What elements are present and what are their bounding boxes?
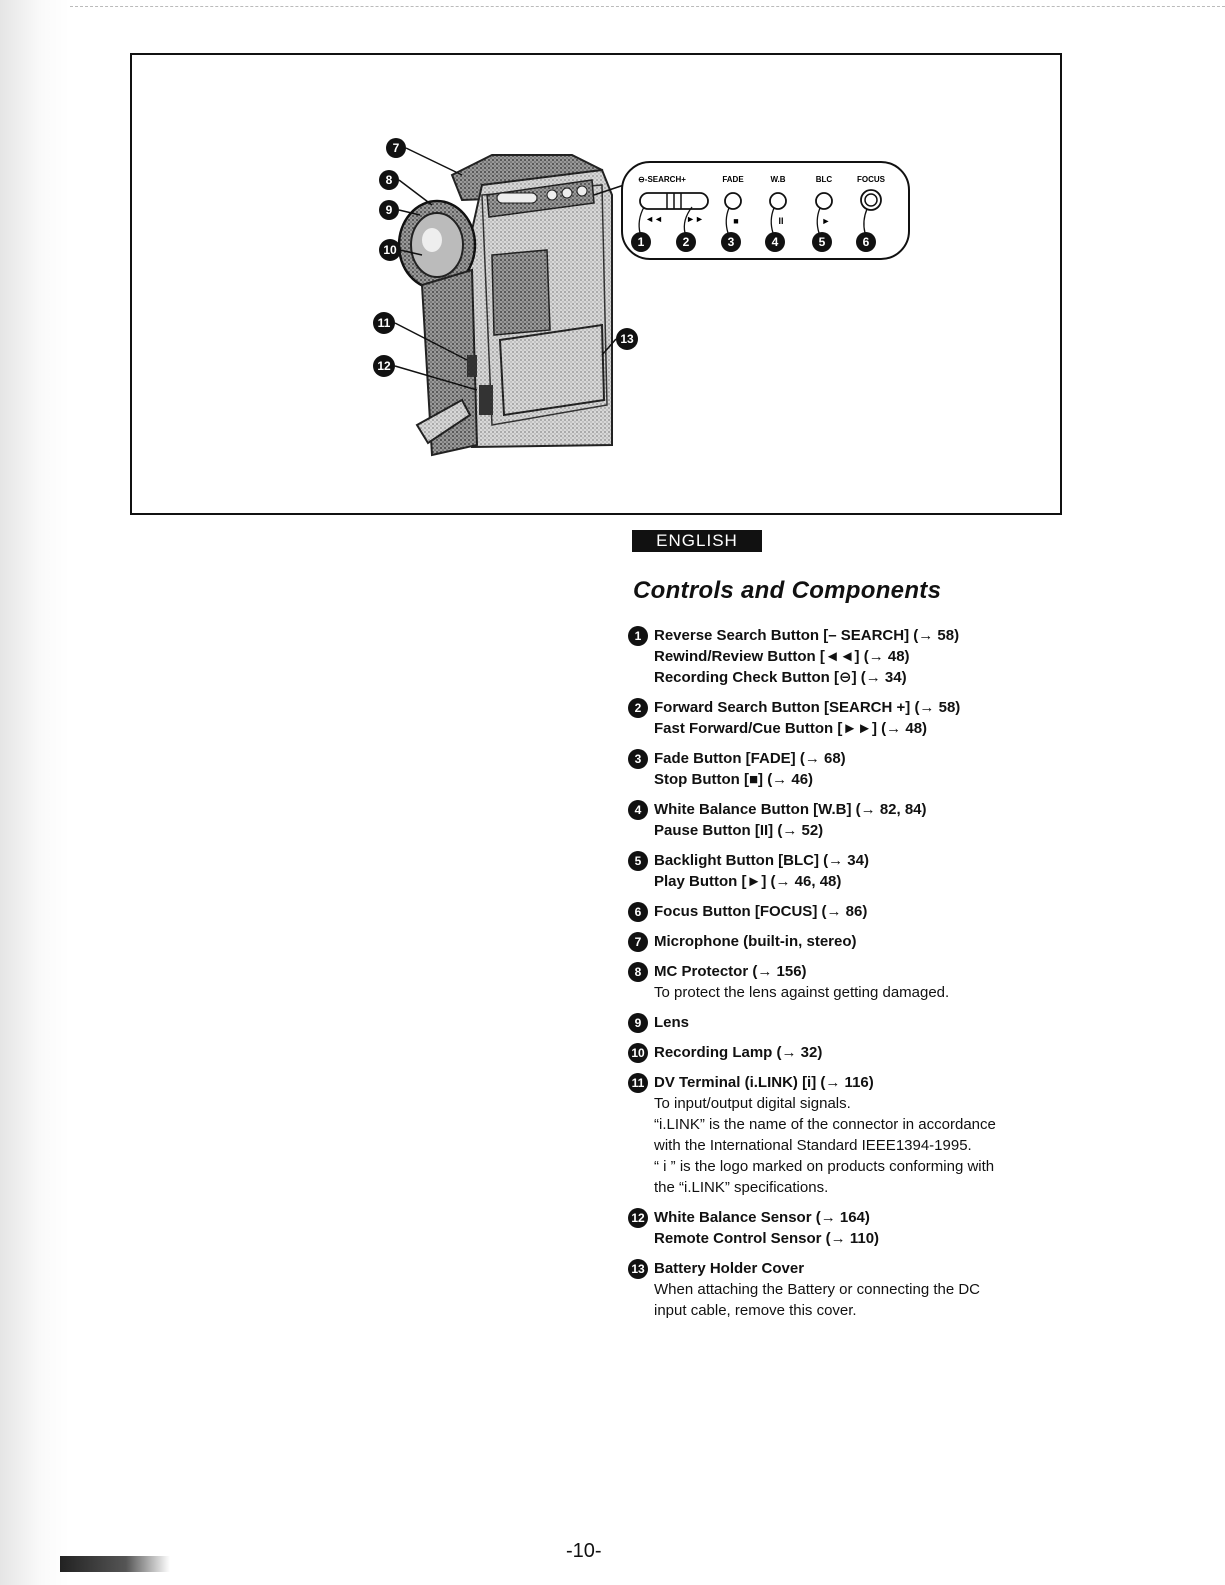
component-name: Focus Button [FOCUS] (→ 86) — [654, 903, 868, 920]
panel-num-1: 1 — [637, 235, 645, 249]
component-name: Remote Control Sensor (→ 110) — [654, 1230, 880, 1247]
control-panel-detail — [622, 162, 909, 259]
item-number-badge: 8 — [628, 962, 648, 982]
fast-forward-symbol: ►► — [686, 214, 704, 224]
callout-13-label: 13 — [620, 332, 634, 346]
panel-label-focus: FOCUS — [857, 175, 885, 184]
callout-11-label: 11 — [377, 316, 391, 330]
component-description: When attaching the Battery or connecting the DC — [654, 1281, 981, 1298]
component-item — [628, 1012, 1048, 1033]
callout-7-label: 7 — [392, 141, 400, 155]
callout-7 — [386, 138, 462, 175]
component-item — [628, 625, 1048, 688]
item-number-badge: 13 — [628, 1259, 648, 1279]
component-item — [628, 961, 1048, 1003]
component-name: Fade Button [FADE] (→ 68) — [654, 750, 846, 767]
component-item — [628, 748, 1048, 790]
item-number-badge: 9 — [628, 1013, 648, 1033]
component-item — [628, 901, 1048, 922]
component-name: Rewind/Review Button [◄◄] (→ 48) — [654, 648, 910, 665]
blc-button-icon — [816, 193, 832, 209]
camcorder-figure — [130, 53, 1062, 515]
component-name: Lens — [654, 1014, 690, 1031]
panel-num-5: 5 — [818, 235, 826, 249]
item-number-badge: 7 — [628, 932, 648, 952]
callout-9-label: 9 — [385, 203, 393, 217]
panel-num-2: 2 — [682, 235, 690, 249]
scan-mark-bottom — [60, 1556, 170, 1572]
section-title: Controls and Components — [633, 577, 942, 604]
item-number-badge: 2 — [628, 698, 648, 718]
component-name: White Balance Button [W.B] (→ 82, 84) — [654, 801, 927, 818]
component-description: To input/output digital signals. — [654, 1095, 851, 1112]
rewind-symbol: ◄◄ — [645, 214, 663, 224]
component-description: To protect the lens against getting damaged. — [654, 984, 950, 1001]
component-name: Pause Button [II] (→ 52) — [654, 822, 824, 839]
play-symbol: ► — [821, 216, 831, 226]
panel-label-blc: BLC — [815, 175, 833, 184]
stop-symbol: ■ — [733, 216, 739, 226]
component-name: Recording Check Button [⊖] (→ 34) — [654, 669, 907, 686]
component-name: Fast Forward/Cue Button [►►] (→ 48) — [654, 720, 928, 737]
component-name: Backlight Button [BLC] (→ 34) — [654, 852, 869, 869]
camcorder-body — [399, 155, 612, 455]
component-item — [628, 1072, 1048, 1198]
item-number-badge: 5 — [628, 851, 648, 871]
scan-shadow-left — [0, 0, 70, 1585]
callout-10-label: 10 — [383, 243, 397, 257]
fade-button-icon — [725, 193, 741, 209]
component-description: “ i ” is the logo marked on products conforming with — [654, 1158, 995, 1175]
panel-label-search: ⊖-SEARCH+ — [638, 175, 686, 184]
item-number-badge: 3 — [628, 749, 648, 769]
component-name: Reverse Search Button [– SEARCH] (→ 58) — [654, 627, 960, 644]
component-item — [628, 1042, 1048, 1063]
component-item — [628, 931, 1048, 952]
item-number-badge: 6 — [628, 902, 648, 922]
component-name: Stop Button [■] (→ 46) — [654, 771, 814, 788]
item-number-badge: 12 — [628, 1208, 648, 1228]
component-description: “i.LINK” is the name of the connector in accordance — [654, 1116, 996, 1133]
component-name: Play Button [►] (→ 46, 48) — [654, 873, 842, 890]
component-name: Recording Lamp (→ 32) — [654, 1044, 823, 1061]
component-item — [628, 697, 1048, 739]
component-name: Forward Search Button [SEARCH +] (→ 58) — [654, 699, 961, 716]
component-description: the “i.LINK” specifications. — [654, 1179, 829, 1196]
component-name: Microphone (built-in, stereo) — [654, 933, 857, 950]
scan-edge-top — [70, 0, 1225, 7]
panel-num-6: 6 — [862, 235, 870, 249]
pause-symbol: II — [778, 216, 784, 226]
component-description: input cable, remove this cover. — [654, 1302, 857, 1319]
camcorder-illustration — [132, 55, 1060, 513]
component-list — [628, 625, 1048, 1330]
panel-num-3: 3 — [727, 235, 735, 249]
component-item — [628, 850, 1048, 892]
component-item — [628, 1207, 1048, 1249]
component-name: DV Terminal (i.LINK) [i] (→ 116) — [654, 1074, 874, 1091]
item-number-badge: 1 — [628, 626, 648, 646]
component-name: MC Protector (→ 156) — [654, 963, 807, 980]
component-item — [628, 1258, 1048, 1321]
component-name: Battery Holder Cover — [654, 1260, 805, 1277]
item-number-badge: 4 — [628, 800, 648, 820]
callout-12-label: 12 — [377, 359, 391, 373]
panel-num-4: 4 — [771, 235, 779, 249]
callout-8-label: 8 — [385, 173, 393, 187]
item-number-badge: 11 — [628, 1073, 648, 1093]
wb-button-icon — [770, 193, 786, 209]
page-number: -10- — [566, 1540, 602, 1562]
component-item — [628, 799, 1048, 841]
language-badge: ENGLISH — [632, 530, 762, 552]
component-name: White Balance Sensor (→ 164) — [654, 1209, 870, 1226]
item-number-badge: 10 — [628, 1043, 648, 1063]
panel-label-fade: FADE — [722, 175, 744, 184]
callout-8 — [379, 170, 432, 205]
component-description: with the International Standard IEEE1394-1995. — [654, 1137, 972, 1154]
panel-label-wb: W.B — [770, 175, 786, 184]
